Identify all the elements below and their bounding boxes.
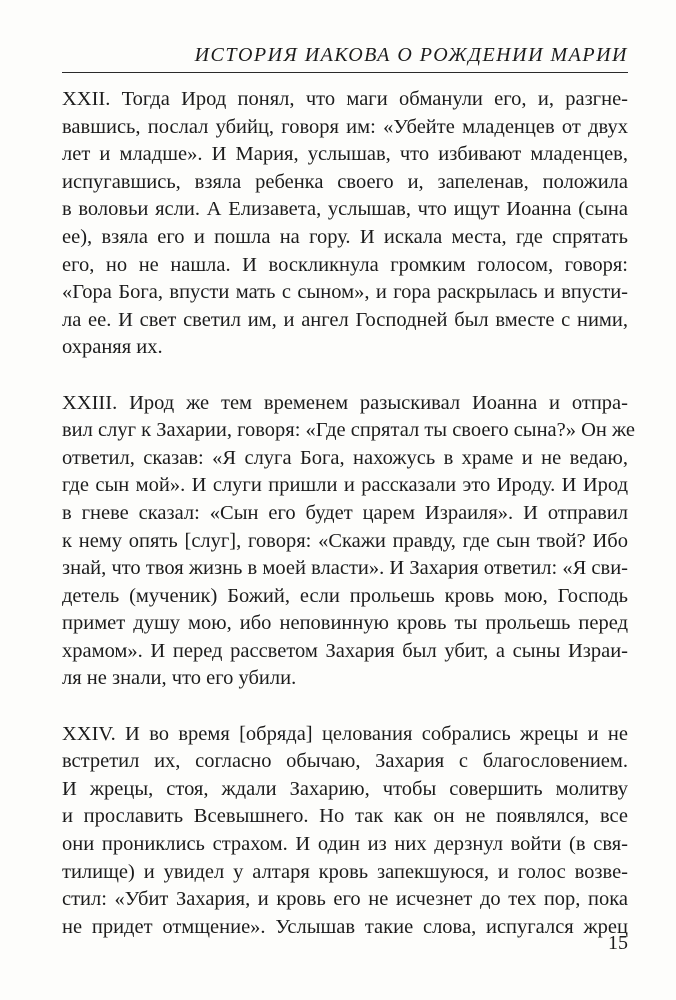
text-line: ответил, сказав: «Я слуга Бога, нахожусь в храме и не ведаю,: [62, 446, 628, 469]
text-line: ее), взяла его и пошла на гору. И искала места, где спрятать: [62, 225, 628, 248]
text-line: в воловьи ясли. А Елизавета, услышав, что ищут Иоанна (сына: [62, 198, 628, 221]
text-line: «Гора Бога, впусти мать с сыном», и гора раскрылась и впусти-: [62, 281, 628, 304]
text-line: тилище) и увидел у алтаря кровь запекшуюся, и голос возве-: [62, 860, 628, 883]
text-line: вил слуг к Захарии, говоря: «Где спрятал ты своего сына?» Он же: [62, 419, 636, 442]
text-line: вавшись, послал убийц, говоря им: «Убейте младенцев от двух: [62, 115, 628, 138]
body-text: [62, 86, 636, 969]
text-line: XXII. Тогда Ирод понял, что маги обманули его, и, разгне-: [62, 88, 628, 110]
header-rule: [62, 72, 628, 73]
text-line: не придет отмщение». Услышав такие слова, испугался жрец: [62, 915, 628, 938]
text-line: они прониклись страхом. И один из них дерзнул войти (в свя-: [62, 833, 628, 856]
text-line: примет душу мою, ибо неповинную кровь ты прольешь перед: [62, 612, 628, 635]
running-title: ИСТОРИЯ ИАКОВА О РОЖДЕНИИ МАРИИ: [194, 44, 628, 66]
text-line: знай, что твоя жизнь в моей власти». И Захария ответил: «Я сви-: [62, 557, 628, 580]
text-line: XXIV. И во время [обряда] целования собрались жрецы и не: [62, 722, 628, 745]
paragraph-xxiii: [62, 390, 636, 694]
text-line: испугавшись, взяла ребенка своего и, запеленав, положила: [62, 170, 628, 193]
text-line: в гневе сказал: «Сын его будет царем Израиля». И отправил: [62, 501, 628, 524]
text-line: его, но не нашла. И воскликнула громким голосом, говоря:: [62, 253, 628, 276]
text-line: XXIII. Ирод же тем временем разыскивал Иоанна и отпра-: [62, 391, 628, 414]
text-line: стил: «Убит Захария, и кровь его не исчезнет до тех пор, пока: [62, 888, 628, 911]
text-line: к нему опять [слуг], говоря: «Скажи правду, где сын твой? Ибо: [62, 529, 628, 552]
text-line: и прославить Всевышнего. Но так как он не появлялся, все: [62, 805, 628, 828]
text-line: детель (мученик) Божий, если прольешь кровь мою, Господь: [62, 584, 628, 607]
text-line: храмом». И перед рассветом Захария был убит, а сыны Израи-: [62, 639, 628, 662]
text-line: ля не знали, что его убили.: [62, 667, 297, 690]
text-line: И жрецы, стоя, ждали Захарию, чтобы совершить молитву: [62, 777, 628, 800]
text-line: охраняя их.: [62, 336, 163, 359]
text-line: лет и младше». И Мария, услышав, что избивают младенцев,: [62, 143, 628, 166]
paragraph-xxiv: [62, 721, 628, 942]
text-line: встретил их, согласно обычаю, Захария с благословением.: [62, 750, 628, 773]
page-number: 15: [608, 932, 628, 954]
paragraph-xxii: [62, 86, 628, 362]
text-line: где сын мой». И слуги пришли и рассказали это Ироду. И Ирод: [62, 474, 628, 497]
text-line: ла ее. И свет светил им, и ангел Господней был вместе с ними,: [62, 308, 628, 331]
